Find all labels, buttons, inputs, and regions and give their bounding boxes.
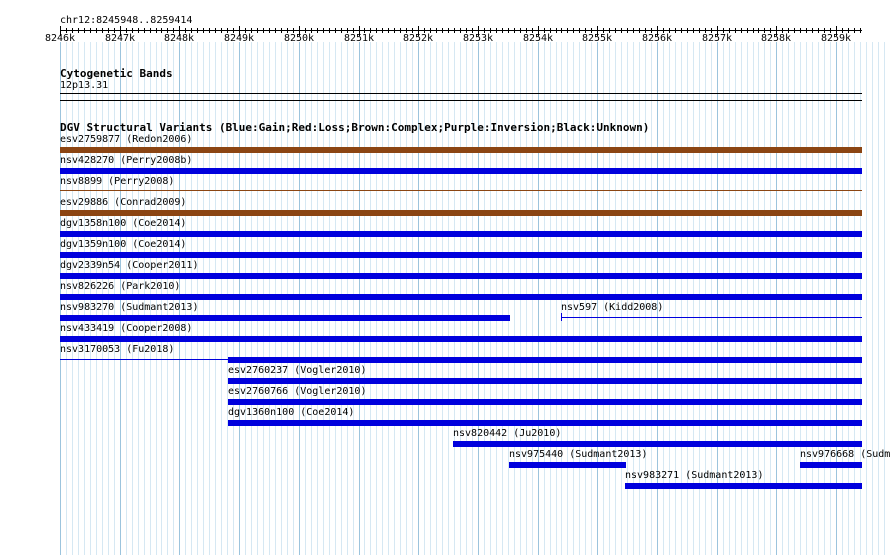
dgv-feature-label[interactable]: nsv983271 (Sudmant2013) — [625, 470, 764, 481]
ruler-minor-tick — [675, 28, 676, 33]
ruler-minor-tick — [341, 28, 342, 33]
ruler-minor-tick — [573, 28, 574, 33]
ruler-minor-tick — [394, 28, 395, 33]
ruler-minor-tick — [150, 28, 151, 33]
dgv-feature-bar[interactable] — [561, 317, 862, 318]
ruler-minor-tick — [854, 28, 855, 33]
ruler-tick-label: 8247k — [104, 33, 136, 44]
ruler-minor-tick — [627, 28, 628, 33]
ruler-minor-tick — [621, 28, 622, 33]
ruler-minor-tick — [335, 28, 336, 33]
ruler-minor-tick — [90, 28, 91, 33]
ruler-minor-tick — [203, 28, 204, 33]
dgv-feature-label[interactable]: nsv983270 (Sudmant2013) — [60, 302, 199, 313]
ruler-minor-tick — [138, 28, 139, 33]
ruler-tick-label: 8251k — [343, 33, 375, 44]
ruler-minor-tick — [269, 28, 270, 33]
dgv-feature-bar[interactable] — [509, 462, 626, 468]
dgv-feature-label[interactable]: esv2759877 (Redon2006) — [60, 134, 193, 145]
ruler-minor-tick — [639, 28, 640, 33]
dgv-feature-bar[interactable] — [60, 231, 862, 237]
dgv-feature-bar[interactable] — [60, 168, 862, 174]
dgv-feature-label[interactable]: nsv428270 (Perry2008b) — [60, 155, 193, 166]
dgv-feature-label[interactable]: nsv597 (Kidd2008) — [561, 302, 664, 313]
ruler-minor-tick — [561, 28, 562, 33]
dgv-feature-label[interactable]: nsv975440 (Sudmant2013) — [509, 449, 648, 460]
ruler-minor-tick — [556, 28, 557, 33]
ruler-minor-tick — [747, 28, 748, 33]
ruler-tick-label: 8259k — [820, 33, 852, 44]
ruler-minor-tick — [794, 28, 795, 33]
ruler-minor-tick — [454, 28, 455, 33]
dgv-feature-bar[interactable] — [60, 147, 862, 153]
ruler-minor-tick — [144, 28, 145, 33]
ruler-minor-tick — [442, 28, 443, 33]
ruler-minor-tick — [812, 28, 813, 33]
dgv-feature-bar[interactable] — [60, 210, 862, 216]
ruler-tick-label: 8248k — [163, 33, 195, 44]
ruler-minor-tick — [317, 28, 318, 33]
ruler-minor-tick — [806, 28, 807, 33]
ruler-minor-tick — [508, 28, 509, 33]
ruler-tick-label: 8252k — [402, 33, 434, 44]
dgv-feature-label[interactable]: nsv820442 (Ju2010) — [453, 428, 562, 439]
ruler-minor-tick — [275, 28, 276, 33]
ruler-minor-tick — [197, 28, 198, 33]
ruler-minor-tick — [860, 28, 861, 33]
ruler-minor-tick — [161, 28, 162, 33]
ruler-minor-tick — [84, 28, 85, 33]
dgv-feature-label[interactable]: nsv826226 (Park2010) — [60, 281, 181, 292]
ruler-minor-tick — [699, 28, 700, 33]
ruler-tick-label: 8246k — [44, 33, 76, 44]
ruler-minor-tick — [741, 28, 742, 33]
ruler-minor-tick — [633, 28, 634, 33]
dgv-feature-bar[interactable] — [228, 378, 862, 384]
ruler-minor-tick — [221, 28, 222, 33]
dgv-feature-label[interactable]: esv2760766 (Vogler2010) — [228, 386, 367, 397]
ruler-minor-tick — [209, 28, 210, 33]
dgv-feature-bar[interactable] — [228, 357, 862, 363]
dgv-feature-bar[interactable] — [453, 441, 862, 447]
ruler-tick-label: 8250k — [283, 33, 315, 44]
cytoband-line-bottom — [60, 100, 862, 101]
dgv-feature-bar[interactable] — [60, 273, 862, 279]
dgv-feature-label[interactable]: nsv3170053 (Fu2018) — [60, 344, 175, 355]
ruler-minor-tick — [687, 28, 688, 33]
ruler-minor-tick — [579, 28, 580, 33]
ruler-minor-tick — [215, 28, 216, 33]
ruler-minor-tick — [514, 28, 515, 33]
dgv-feature-bar[interactable] — [228, 420, 862, 426]
ruler-minor-tick — [800, 28, 801, 33]
ruler-minor-tick — [263, 28, 264, 33]
ruler-minor-tick — [257, 28, 258, 33]
ruler-minor-tick — [567, 28, 568, 33]
cytoband-line-top — [60, 93, 862, 94]
ruler-minor-tick — [693, 28, 694, 33]
dgv-feature-label[interactable]: nsv433419 (Cooper2008) — [60, 323, 193, 334]
dgv-feature-label[interactable]: dgv2339n54 (Cooper2011) — [60, 260, 199, 271]
ruler-minor-tick — [753, 28, 754, 33]
dgv-feature-bar[interactable] — [800, 462, 862, 468]
ruler-tick-label: 8249k — [223, 33, 255, 44]
dgv-feature-bar[interactable] — [60, 336, 862, 342]
ruler-minor-tick — [436, 28, 437, 33]
dgv-feature-bar[interactable] — [60, 252, 862, 258]
ruler-position: chr12:8245948..8259414 — [60, 15, 193, 26]
dgv-feature-cap — [561, 313, 562, 321]
ruler-minor-tick — [156, 28, 157, 33]
dgv-feature-label[interactable]: nsv8899 (Perry2008) — [60, 176, 175, 187]
dgv-feature-bar[interactable] — [60, 315, 510, 321]
ruler-tick-label: 8258k — [760, 33, 792, 44]
ruler-tick-label: 8257k — [701, 33, 733, 44]
dgv-feature-bar[interactable] — [60, 190, 862, 191]
ruler-minor-tick — [388, 28, 389, 33]
ruler-tick-label: 8255k — [581, 33, 613, 44]
ruler-minor-tick — [323, 28, 324, 33]
dgv-feature-bar[interactable] — [60, 359, 228, 360]
dgv-feature-label[interactable]: nsv976668 (Sudm — [800, 449, 890, 460]
ruler-minor-tick — [400, 28, 401, 33]
ruler-minor-tick — [496, 28, 497, 33]
dgv-feature-label[interactable]: esv2760237 (Vogler2010) — [228, 365, 367, 376]
ruler-minor-tick — [460, 28, 461, 33]
ruler-minor-tick — [96, 28, 97, 33]
ruler-minor-tick — [681, 28, 682, 33]
ruler-minor-tick — [758, 28, 759, 33]
ruler-minor-tick — [818, 28, 819, 33]
dgv-feature-label[interactable]: dgv1358n100 (Coe2014) — [60, 218, 187, 229]
ruler-minor-tick — [520, 28, 521, 33]
ruler-minor-tick — [329, 28, 330, 33]
ruler-minor-tick — [735, 28, 736, 33]
dgv-feature-bar[interactable] — [60, 294, 862, 300]
dgv-feature-label[interactable]: esv29886 (Conrad2009) — [60, 197, 187, 208]
dgv-feature-bar[interactable] — [228, 399, 862, 405]
dgv-feature-label[interactable]: dgv1359n100 (Coe2014) — [60, 239, 187, 250]
ruler-minor-tick — [102, 28, 103, 33]
dgv-feature-label[interactable]: dgv1360n100 (Coe2014) — [228, 407, 355, 418]
ruler-minor-tick — [376, 28, 377, 33]
dgv-track-title[interactable]: DGV Structural Variants (Blue:Gain;Red:Loss;Brown:Complex;Purple:Inversion;Black:Unknown) — [60, 121, 650, 134]
ruler-minor-tick — [382, 28, 383, 33]
ruler-tick-label: 8256k — [641, 33, 673, 44]
ruler-tick-label: 8253k — [462, 33, 494, 44]
ruler-minor-tick — [78, 28, 79, 33]
ruler-minor-tick — [448, 28, 449, 33]
ruler-minor-tick — [281, 28, 282, 33]
ruler-tick-label: 8254k — [522, 33, 554, 44]
ruler-minor-tick — [502, 28, 503, 33]
cytoband-track-title[interactable]: Cytogenetic Bands — [60, 67, 173, 80]
cytoband-label[interactable]: 12p13.31 — [60, 80, 109, 91]
ruler-minor-tick — [615, 28, 616, 33]
dgv-feature-bar[interactable] — [625, 483, 862, 489]
